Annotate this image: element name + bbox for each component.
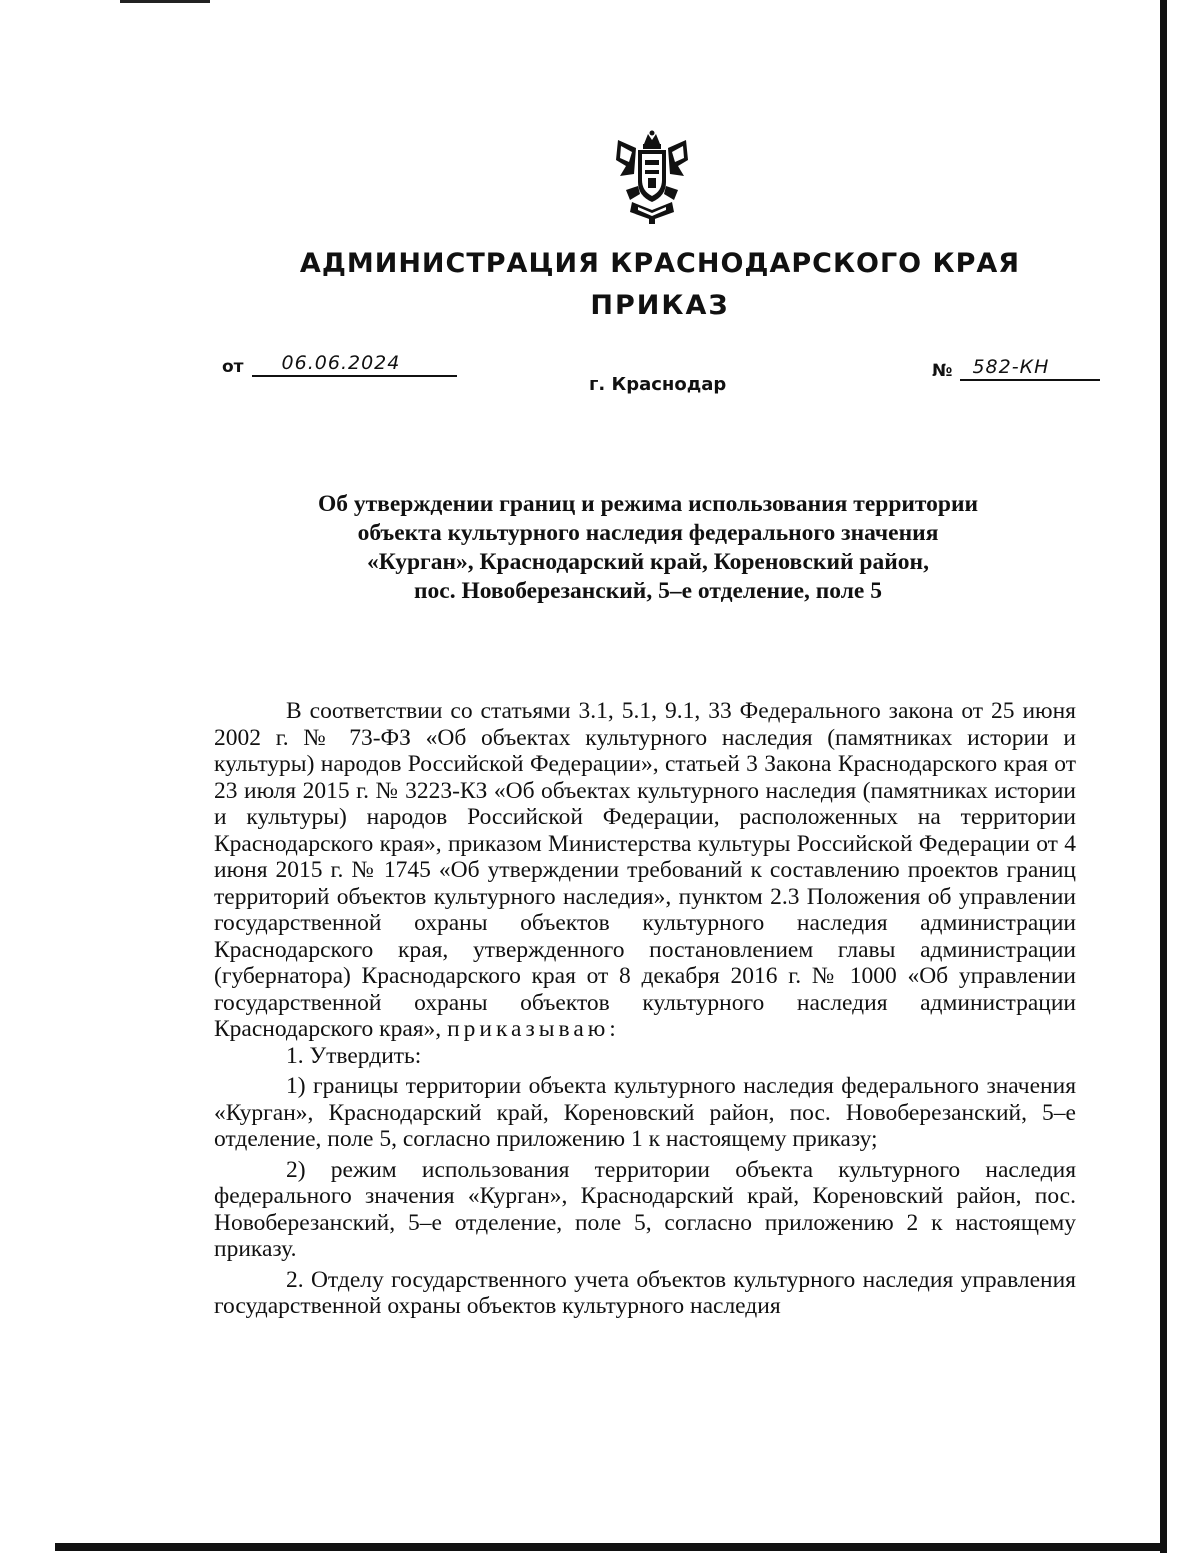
scan-artifact-top [120, 0, 210, 3]
order-word: приказываю: [447, 1016, 620, 1042]
title-line: «Курган», Краснодарский край, Кореновский район, [367, 549, 929, 575]
date-prefix: от [222, 357, 244, 377]
number-field [932, 356, 1100, 381]
preamble-text: В соответствии со статьями 3.1, 5.1, 9.1, 33 Федерального закона от 25 июня 2002 г. № 73-ФЗ «Об объектах культурного наследия (памятниках истории и культуры) народов Российской Федерации», статьей 3 Закона Краснодарского края от 23 июля 2015 г. № 3223-КЗ «Об объектах культурного наследия (памятниках истории и культуры) народов Российской Федерации, расположенных на территории Краснодарского края», приказом Министерства культуры Российской Федерации от 4 июня 2015 г. № 1745 «Об утверждении требований к составлению проектов границ территорий объектов культурного наследия», пунктом 2.3 Положения об управлении государственной охраны объектов культурного наследия администрации Краснодарского края, утвержденного постановлением главы администрации (губернатора) Краснодарского края от 8 декабря 2016 г. № 1000 «Об управлении государственной охраны объектов культурного наследия администрации Краснодарского края», [214, 698, 1076, 1042]
item-1-1: 1) границы территории объекта культурного наследия федерального значения «Курган», Краснодарский край, Кореновский район, пос. Новоберезанский, 5–е отделение, поле 5, согласно приложению 1 к настоящему приказу; [214, 1073, 1076, 1152]
scan-artifact-right-edge [1160, 0, 1167, 1553]
title-line: пос. Новоберезанский, 5–е отделение, поле 5 [414, 578, 882, 604]
date-value: 06.06.2024 [252, 352, 457, 377]
number-prefix: № [932, 361, 953, 381]
organization-name: АДМИНИСТРАЦИЯ КРАСНОДАРСКОГО КРАЯ [299, 248, 1021, 279]
title-line: Об утверждении границ и режима использования территории [317, 491, 979, 517]
krasnodar-coat-of-arms-emblem [612, 130, 692, 225]
scan-artifact-bottom-edge [55, 1543, 1167, 1551]
city-label: г. Краснодар [589, 374, 727, 395]
date-field [222, 352, 457, 377]
item-1: 1. Утвердить: [286, 1042, 422, 1069]
title-line: объекта культурного наследия федерального значения [357, 520, 939, 546]
document-body [214, 698, 1076, 1320]
document-type: ПРИКАЗ [590, 290, 730, 321]
number-value: 582-КН [960, 356, 1100, 381]
preamble-paragraph [214, 698, 1076, 1043]
document-title [0, 490, 1200, 606]
item-1-2: 2) режим использования территории объекта культурного наследия федерального значения «Курган», Краснодарский край, Кореновский район, пос. Новоберезанский, 5–е отделение, поле 5, согласно приложению 2 к настоящему приказу. [214, 1156, 1076, 1262]
item-2: 2. Отделу государственного учета объектов культурного наследия управления государственной охраны объектов культурного наследия [214, 1266, 1076, 1319]
